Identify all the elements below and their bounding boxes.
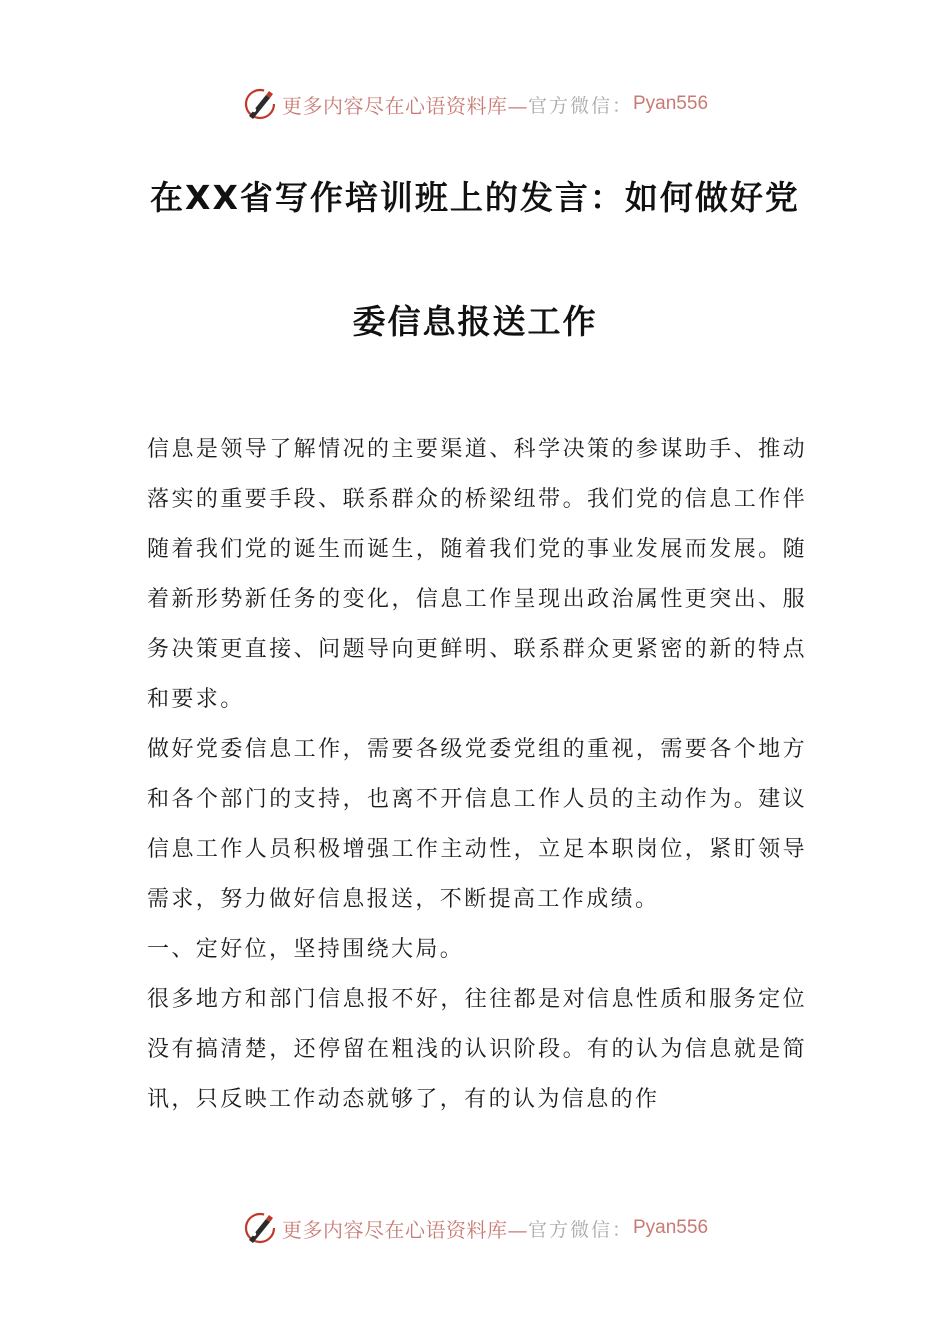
document-title-line-1: 在XX省写作培训班上的发言：如何做好党 xyxy=(150,178,800,217)
wechat-id: Pyan556 xyxy=(633,1217,709,1238)
wechat-label: 官方微信： xyxy=(527,1218,633,1241)
paragraph: 做好党委信息工作，需要各级党委党组的重视，需要各个地方和各个部门的支持，也离不开信息工作人员的主动作为。建议信息工作人员积极增强工作主动性，立足本职岗位，紧盯领导需求，努力做好信息报送，不断提高工作成绩。 xyxy=(147,737,807,912)
document-title-line-2: 委信息报送工作 xyxy=(352,302,598,341)
footer-banner xyxy=(0,1208,950,1248)
header-banner xyxy=(0,84,950,124)
banner-text: 更多内容尽在心语资料库— xyxy=(281,1217,528,1242)
paragraph: 信息是领导了解情况的主要渠道、科学决策的参谋助手、推动落实的重要手段、联系群众的桥梁纽带。我们党的信息工作伴随着我们党的诞生而诞生，随着我们党的事业发展而发展。随着新形势新任务的变化，信息工作呈现出政治属性更突出、服务决策更直接、问题导向更鲜明、联系群众更紧密的新的特点和要求。 xyxy=(147,437,807,712)
section-heading: 一、定好位，坚持围绕大局。 xyxy=(147,937,465,962)
banner-text: 更多内容尽在心语资料库— xyxy=(281,93,528,118)
paragraph: 很多地方和部门信息报不好，往往都是对信息性质和服务定位没有搞清楚，还停留在粗浅的认识阶段。有的认为信息就是简讯，只反映工作动态就够了，有的认为信息的作 xyxy=(147,987,807,1112)
wechat-label: 官方微信： xyxy=(527,94,633,117)
document-body xyxy=(147,425,807,1125)
pen-logo-icon xyxy=(242,1210,278,1246)
wechat-id: Pyan556 xyxy=(633,93,709,114)
pen-logo-icon xyxy=(242,86,278,122)
